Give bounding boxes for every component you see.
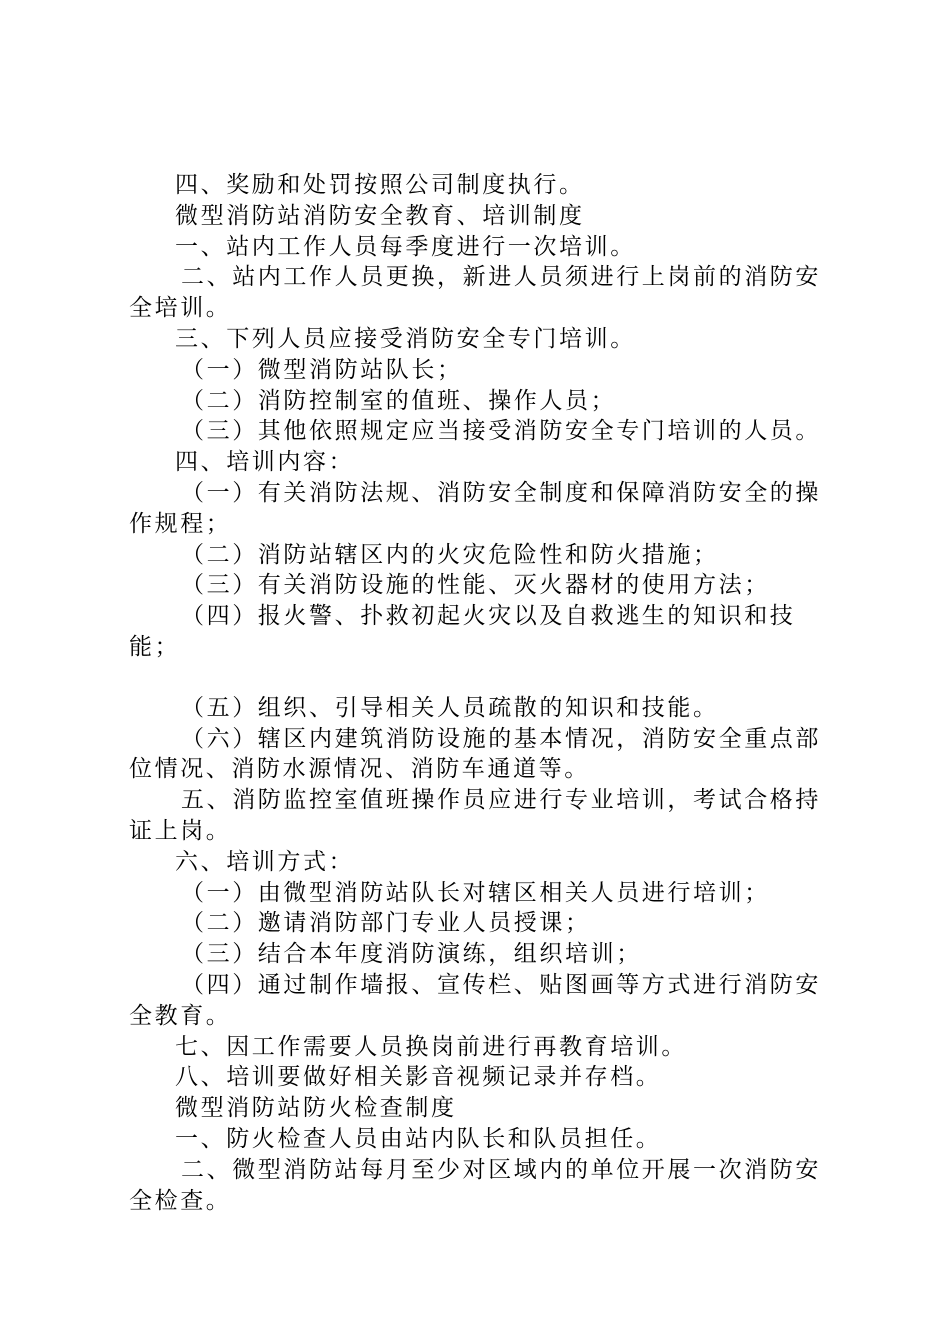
list-item: （一）微型消防站队长； [181, 356, 463, 383]
list-item: （五）组织、引导相关人员疏散的知识和技能。 [181, 694, 719, 721]
paragraph-monitoring-training: 五、消防监控室值班操作员应进行专业培训，考试合格持证上岗。 [129, 787, 821, 844]
list-item: （一）有关消防法规、消防安全制度和保障消防安全的操作规程； [129, 479, 821, 537]
paragraph-records: 八、培训要做好相关影音视频记录并存档。 [175, 1064, 662, 1091]
list-item: （三）其他依照规定应当接受消防安全专门培训的人员。 [181, 418, 821, 445]
list-item: （二）消防站辖区内的火灾危险性和防火措施； [181, 541, 719, 568]
list-item: （二）邀请消防部门专业人员授课； [181, 910, 591, 937]
blank-line [129, 663, 829, 693]
paragraph-inspectors: 一、防火检查人员由站内队长和队员担任。 [175, 1125, 662, 1152]
paragraph-reeducation: 七、因工作需要人员换岗前进行再教育培训。 [175, 1033, 687, 1060]
paragraph-special-training: 三、下列人员应接受消防安全专门培训。 [175, 325, 636, 352]
paragraph-monthly-inspection: 二、微型消防站每月至少对区域内的单位开展一次消防安全检查。 [129, 1156, 821, 1214]
section-title-inspection: 微型消防站防火检查制度 [175, 1095, 457, 1122]
list-item: （一）由微型消防站队长对辖区相关人员进行培训； [181, 879, 770, 906]
section-title-training: 微型消防站消防安全教育、培训制度 [175, 202, 585, 229]
list-item: （四）通过制作墙报、宣传栏、贴图画等方式进行消防安全教育。 [129, 971, 821, 1029]
paragraph-quarterly-training: 一、站内工作人员每季度进行一次培训。 [175, 233, 636, 260]
list-item: （二）消防控制室的值班、操作人员； [181, 387, 617, 414]
list-item: （六）辖区内建筑消防设施的基本情况，消防安全重点部位情况、消防水源情况、消防车通道等。 [129, 725, 821, 783]
list-item: （三）有关消防设施的性能、灭火器材的使用方法； [181, 572, 770, 599]
list-item: （四）报火警、扑救初起火灾以及自救逃生的知识和技能； [129, 603, 796, 660]
list-item: （三）结合本年度消防演练，组织培训； [181, 941, 642, 968]
paragraph-new-staff-training: 二、站内工作人员更换，新进人员须进行上岗前的消防安全培训。 [129, 264, 821, 322]
paragraph-reward-penalty: 四、奖励和处罚按照公司制度执行。 [175, 172, 585, 198]
document-body [129, 170, 829, 1216]
paragraph-training-content: 四、培训内容： [175, 449, 355, 476]
paragraph-training-methods: 六、培训方式： [175, 848, 355, 875]
